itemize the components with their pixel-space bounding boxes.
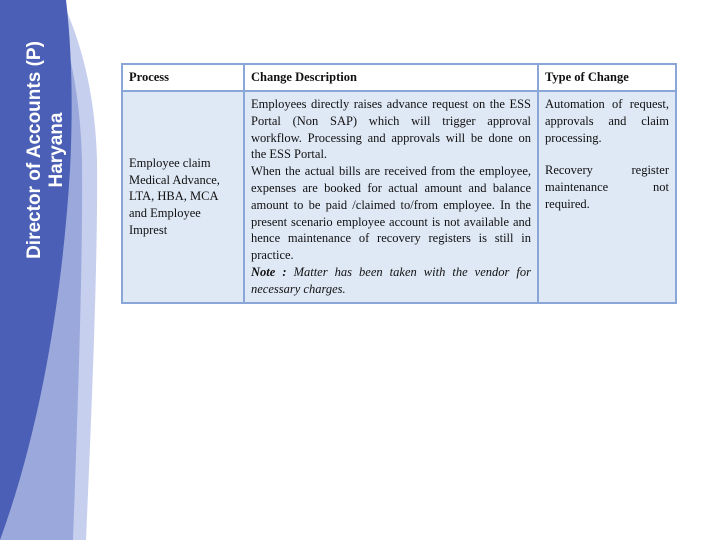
change-note: [251, 264, 531, 298]
process-change-table: [121, 63, 677, 304]
paragraph-gap: [545, 146, 669, 162]
type-paragraph-2: Recovery register maintenance not required.: [545, 163, 669, 211]
note-label: Note :: [251, 264, 287, 279]
header-type-of-change: Type of Change: [538, 64, 676, 91]
cell-process: Employee claim Medical Advance, LTA, HBA, MCA and Employee Imprest: [122, 91, 244, 303]
header-process: Process: [122, 64, 244, 91]
note-text: Matter has been taken with the vendor for necessary charges.: [251, 264, 532, 296]
cell-type-of-change: [538, 91, 676, 303]
cell-change-description: [244, 91, 538, 303]
org-title-line2: Haryana: [46, 112, 67, 188]
org-title: [24, 41, 68, 259]
type-paragraph-1: Automation of request, approvals and claim processing.: [545, 97, 669, 145]
sidebar: [0, 0, 110, 540]
change-paragraph-1: Employees directly raises advance request on the ESS Portal (Non SAP) which will trigger approval workflow. Processing and approvals will be done on the ESS Portal.: [251, 97, 531, 162]
table-row: [122, 91, 676, 303]
table-header-row: [122, 64, 676, 91]
header-change-description: Change Description: [244, 64, 538, 91]
change-paragraph-2: When the actual bills are received from the employee, expenses are booked for actual amount and balance amount to be paid /claimed to/from employee. In the present scenario employee account is not available and hence maintenance of recovery registers is still in practice.: [251, 164, 531, 263]
org-title-line1: Director of Accounts (P): [24, 41, 45, 259]
